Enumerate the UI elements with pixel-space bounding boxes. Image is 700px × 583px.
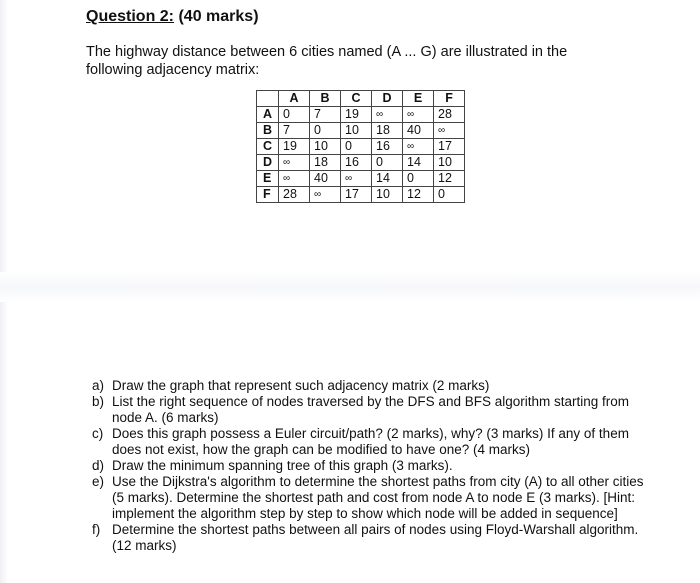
matrix-cell: 0 (372, 155, 403, 171)
page-gap (0, 272, 700, 302)
matrix-row-header: A (257, 107, 279, 123)
matrix-cell: 0 (341, 139, 372, 155)
matrix-cell: 19 (279, 139, 310, 155)
matrix-cell: ∞ (341, 171, 372, 187)
matrix-cell: 0 (310, 123, 341, 139)
matrix-cell: 10 (310, 139, 341, 155)
matrix-cell: 16 (341, 155, 372, 171)
matrix-cell: 12 (434, 171, 465, 187)
matrix-cell: 28 (279, 187, 310, 203)
matrix-row (257, 155, 465, 171)
matrix-cell: 19 (341, 107, 372, 123)
matrix-col-header: B (310, 91, 341, 107)
matrix-cell: 17 (434, 139, 465, 155)
task-text: Determine the shortest paths between all pairs of nodes using Floyd-Warshall algorithm. (12 marks) (112, 522, 639, 553)
matrix-row (257, 171, 465, 187)
matrix-col-header: E (403, 91, 434, 107)
task-label: c) (92, 426, 104, 441)
matrix-cell: ∞ (279, 171, 310, 187)
task-text: Does this graph possess a Euler circuit/path? (2 marks), why? (3 marks) If any of them does not exist, how the graph can be modified to have one? (4 marks) (112, 426, 629, 457)
matrix-cell: ∞ (372, 107, 403, 123)
matrix-cell: 40 (403, 123, 434, 139)
task-text: List the right sequence of nodes traversed by the DFS and BFS algorithm starting from node A. (6 marks) (112, 394, 630, 425)
question-label: Question 2: (86, 8, 175, 25)
matrix-col-header: A (279, 91, 310, 107)
matrix-row (257, 123, 465, 139)
matrix-cell: 18 (372, 123, 403, 139)
matrix-cell: ∞ (279, 155, 310, 171)
task-item (92, 522, 652, 554)
matrix-col-header: F (434, 91, 465, 107)
matrix-cell: 40 (310, 171, 341, 187)
matrix-cell: 7 (310, 107, 341, 123)
task-label: b) (92, 394, 105, 409)
matrix-row-header: E (257, 171, 279, 187)
matrix-cell: 0 (279, 107, 310, 123)
matrix-cell: 14 (403, 155, 434, 171)
matrix-header-row (257, 91, 465, 107)
question-heading (86, 8, 259, 26)
matrix-cell: 10 (434, 155, 465, 171)
matrix-col-header: D (372, 91, 403, 107)
task-text: Draw the minimum spanning tree of this graph (3 marks). (112, 458, 453, 473)
matrix-corner (257, 91, 279, 107)
matrix-cell: 10 (341, 123, 372, 139)
matrix-cell: 17 (341, 187, 372, 203)
task-item (92, 474, 652, 522)
task-label: d) (92, 458, 105, 473)
matrix-cell: 7 (279, 123, 310, 139)
matrix-row-header: F (257, 187, 279, 203)
matrix-cell: 14 (372, 171, 403, 187)
adjacency-matrix (256, 90, 465, 203)
matrix-row (257, 187, 465, 203)
matrix-row-header: D (257, 155, 279, 171)
matrix-cell: 16 (372, 139, 403, 155)
task-item (92, 426, 652, 458)
task-item (92, 394, 652, 426)
task-text: Use the Dijkstra's algorithm to determine the shortest paths from city (A) to all other cities (5 marks). Determine the shortest path and cost from node A to node E (3 marks). [Hint: implement the algorithm step by step to show which node will be added in sequence] (112, 474, 644, 521)
matrix-cell: ∞ (403, 139, 434, 155)
matrix-cell: ∞ (310, 187, 341, 203)
task-text: Draw the graph that represent such adjacency matrix (2 marks) (112, 378, 490, 393)
matrix-cell: 18 (310, 155, 341, 171)
matrix-row (257, 139, 465, 155)
matrix-cell: 28 (434, 107, 465, 123)
question-marks: (40 marks) (178, 8, 259, 25)
matrix-cell: 0 (434, 187, 465, 203)
matrix-cell: 10 (372, 187, 403, 203)
matrix-cell: 0 (403, 171, 434, 187)
matrix-row-header: C (257, 139, 279, 155)
task-label: f) (92, 522, 101, 537)
matrix-row-header: B (257, 123, 279, 139)
matrix-cell: ∞ (434, 123, 465, 139)
task-label: e) (92, 474, 105, 489)
question-intro: The highway distance between 6 cities named (A ... G) are illustrated in the following adjacency matrix: (86, 44, 568, 78)
task-list (92, 378, 652, 554)
task-label: a) (92, 378, 105, 393)
matrix-row (257, 107, 465, 123)
matrix-cell: 12 (403, 187, 434, 203)
matrix-col-header: C (341, 91, 372, 107)
task-item (92, 378, 652, 394)
matrix-cell: ∞ (403, 107, 434, 123)
task-item (92, 458, 652, 474)
